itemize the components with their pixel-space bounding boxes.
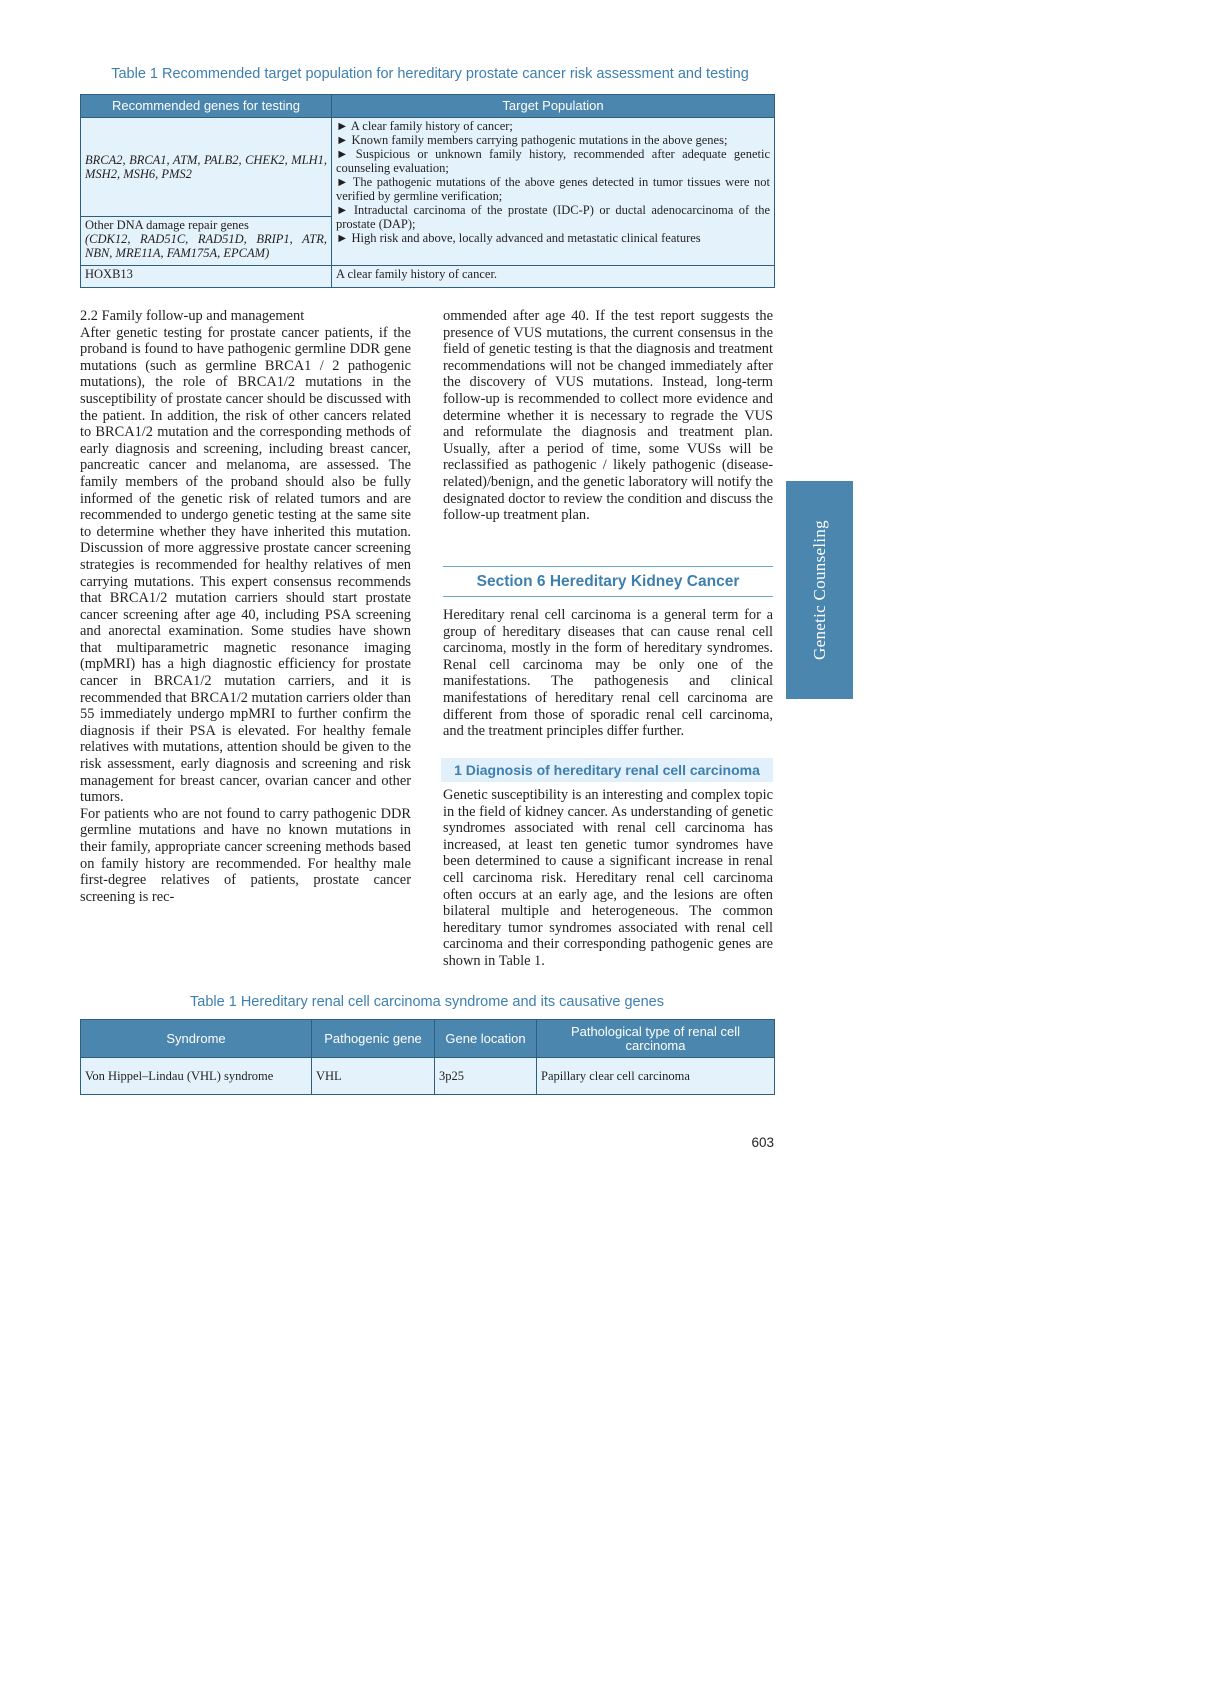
table1-caption: Table 1 Recommended target population for hereditary prostate cancer risk assessment and testing (111, 66, 749, 82)
table2-caption: Table 1 Hereditary renal cell carcinoma syndrome and its causative genes (190, 994, 664, 1010)
side-tab-label: Genetic Counseling (809, 520, 829, 660)
side-tab (786, 481, 853, 699)
left-column (80, 308, 411, 905)
target-item: ► Known family members carrying pathogenic mutations in the above genes; (336, 133, 728, 147)
table2 (80, 1019, 775, 1095)
right-column-diagnosis (443, 787, 773, 970)
table1-hoxb13-gene: HOXB13 (81, 266, 332, 288)
paragraph: Genetic susceptibility is an interesting and complex topic in the field of kidney cancer. As understanding of genetic syndromes associated with renal cell carcinoma has increased, at least ten genetic tumor syndromes have been determined to cause a significant increase in renal cell carcinoma risk. Hereditary renal cell carcinoma often occurs at an early age, and the lesions are often bilateral multiple and heterogeneous. The common hereditary tumor syndromes associated with renal cell carcinoma and their corresponding pathogenic genes are shown in Table 1. (443, 787, 773, 969)
other-ddr-genes: (CDK12, RAD51C, RAD51D, BRIP1, ATR, NBN, MRE11A, FAM175A, EPCAM) (85, 232, 327, 260)
table2-header-gene: Pathogenic gene (312, 1020, 435, 1058)
table2-header-pathology: Pathological type of renal cell carcinoma (537, 1020, 775, 1058)
table2-header-syndrome: Syndrome (81, 1020, 312, 1058)
paragraph: ommended after age 40. If the test report suggests the presence of VUS mutations, the current consensus in the field of genetic testing is that the diagnosis and treatment recommendations will not be changed immediately after the discovery of VUS mutations. Instead, long-term follow-up is recommended to collect more evidence and determine whether it is necessary to regrade the VUS and reformulate the diagnosis and treatment plan. Usually, after a period of time, some VUSs will be reclassified as pathogenic / likely pathogenic (disease-related)/benign, and the genetic laboratory will notify the designated doctor to review the condition and discuss the follow-up treatment plan. (443, 308, 773, 524)
target-item: ► The pathogenic mutations of the above genes detected in tumor tissues were not verified by germline verification; (336, 175, 770, 203)
target-item: ► Suspicious or unknown family history, recommended after adequate genetic counseling evaluation; (336, 147, 770, 175)
target-item: ► Intraductal carcinoma of the prostate (IDC-P) or ductal adenocarcinoma of the prostate (DAP); (336, 203, 770, 231)
table2-cell: Papillary clear cell carcinoma (537, 1058, 775, 1095)
table1-genes-group2 (81, 217, 332, 266)
paragraph: For patients who are not found to carry pathogenic DDR germline mutations and have no known mutations in their family, appropriate cancer screening methods based on family history are recommended. For healthy male first-degree relatives of patients, prostate cancer screening is rec- (80, 805, 411, 905)
table1-genes-group1 (81, 118, 332, 217)
table-row (81, 1058, 775, 1095)
table1-hoxb13-target: A clear family history of cancer. (332, 266, 775, 288)
table2-cell: VHL (312, 1058, 435, 1095)
table2-cell: Von Hippel–Lindau (VHL) syndrome (81, 1058, 312, 1095)
subheading-family-followup: 2.2 Family follow-up and management (80, 308, 305, 324)
table1-header-target: Target Population (332, 95, 775, 118)
section-title: Section 6 Hereditary Kidney Cancer (443, 566, 773, 597)
subsection-title: 1 Diagnosis of hereditary renal cell carcinoma (441, 758, 773, 782)
table1-header-genes: Recommended genes for testing (81, 95, 332, 118)
paragraph: After genetic testing for prostate cancer patients, if the proband is found to have pathogenic germline DDR gene mutations (such as germline BRCA1 / 2 pathogenic mutations), the role of BRCA1/2 mutations in the susceptibility of prostate cancer should be discussed with the patient. In addition, the risk of other cancers related to BRCA1/2 mutation and the corresponding methods of early diagnosis and screening, including breast cancer, pancreatic cancer and melanoma, are assessed. The family members of the proband should also be fully informed of the genetic risk of related tumors and are recommended to undergo genetic testing at the same site to determine whether they have inherited this mutation. Discussion of more aggressive prostate cancer screening strategies is recommended for healthy relatives of men carrying mutations. This expert consensus recommends that BRCA1/2 mutation carriers should start prostate cancer screening after age 40, including PSA screening and anorectal examination. Some studies have shown that multiparametric magnetic resonance imaging (mpMRI) has a high diagnostic efficiency for prostate cancer in BRCA1/2 mutation carriers, and it is recommended that BRCA1/2 mutation carriers older than 55 immediately undergo mpMRI to further confirm the diagnosis if their PSA is elevated. For healthy female relatives with mutations, attention should be given to the risk assessment, early diagnosis and screening and risk management for breast cancer, ovarian cancer and other tumors. (80, 324, 411, 806)
target-item: ► High risk and above, locally advanced and metastatic clinical features (336, 231, 701, 245)
table1 (80, 94, 775, 288)
table2-cell: 3p25 (435, 1058, 537, 1095)
target-item: ► A clear family history of cancer; (336, 119, 513, 133)
genes-group1-text: BRCA2, BRCA1, ATM, PALB2, CHEK2, MLH1, MSH2, MSH6, PMS2 (85, 153, 327, 181)
other-ddr-label: Other DNA damage repair genes (85, 218, 249, 232)
table2-header-location: Gene location (435, 1020, 537, 1058)
right-column-intro (443, 607, 773, 740)
right-column-top (443, 308, 773, 524)
table1-target-population (332, 118, 775, 266)
page-number: 603 (751, 1135, 774, 1150)
paragraph: Hereditary renal cell carcinoma is a general term for a group of hereditary diseases that can cause renal cell carcinoma, mostly in the form of hereditary syndromes. Renal cell carcinoma may be only one of the manifestations. The pathogenesis and clinical manifestations of hereditary renal cell carcinoma are different from those of sporadic renal cell carcinoma, and the treatment principles differ further. (443, 607, 773, 740)
